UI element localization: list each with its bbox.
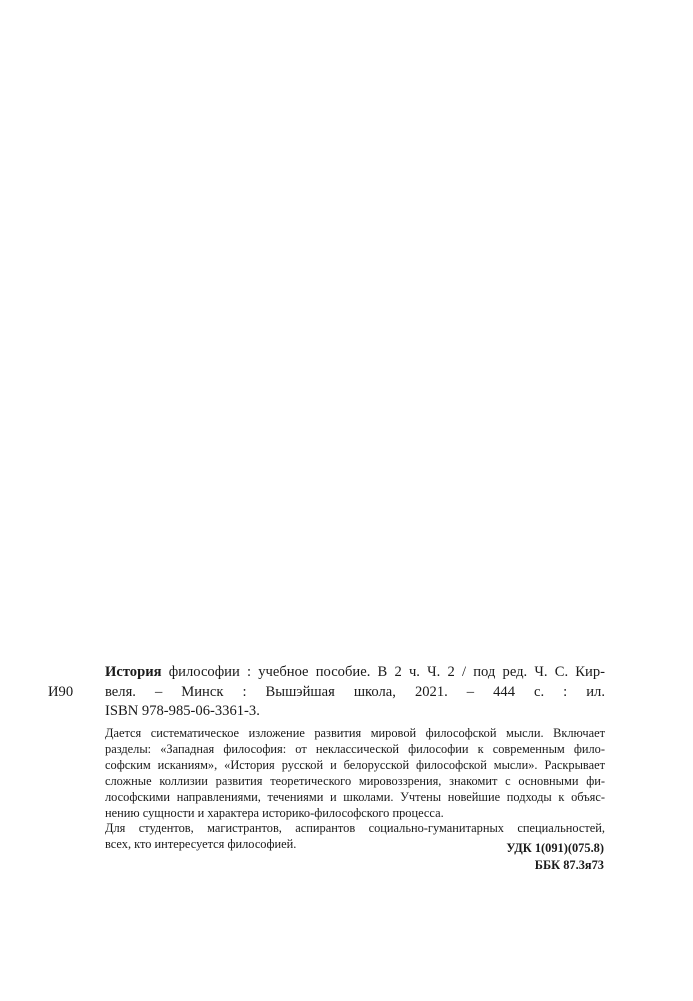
audience-line: всех, кто интересуется философией.	[105, 837, 297, 852]
annotation-line: софским исканиям», «История русской и белорусской философской мысли». Раскрывает	[105, 757, 605, 772]
biblio-title: История	[105, 664, 162, 680]
catalog-code: И90	[48, 684, 74, 700]
biblio-line-1-rest: философии : учебное пособие. В 2 ч. Ч. 2 / под ред. Ч. С. Кир-	[161, 664, 605, 680]
bbk-code: ББК 87.3я73	[534, 857, 604, 872]
annotation-line: нению сущности и характера историко-философского процесса.	[105, 805, 444, 820]
audience-line: Для студентов, магистрантов, аспирантов социально-гуманитарных специальностей,	[105, 821, 605, 836]
annotation	[105, 726, 605, 853]
biblio-line-1	[105, 663, 605, 683]
classification-codes	[506, 840, 604, 873]
bibliographic-record	[105, 663, 605, 722]
biblio-isbn: ISBN 978-985-06-3361-3.	[105, 703, 260, 719]
annotation-line: сложные коллизии развития теоретического мировоззрения, знакомит с основными фи-	[105, 773, 605, 788]
annotation-line: разделы: «Западная философия: от неклассической философии к современным фило-	[105, 741, 605, 756]
annotation-line: Дается систематическое изложение развития мировой философской мысли. Включает	[105, 726, 605, 740]
udk-code: УДК 1(091)(075.8)	[506, 841, 604, 855]
biblio-line-2: веля. – Минск : Вышэйшая школа, 2021. – 444 с. : ил.	[105, 683, 605, 700]
annotation-line: лософскими направлениями, течениями и школами. Учтены новейшие подходы к объяс-	[105, 789, 605, 804]
